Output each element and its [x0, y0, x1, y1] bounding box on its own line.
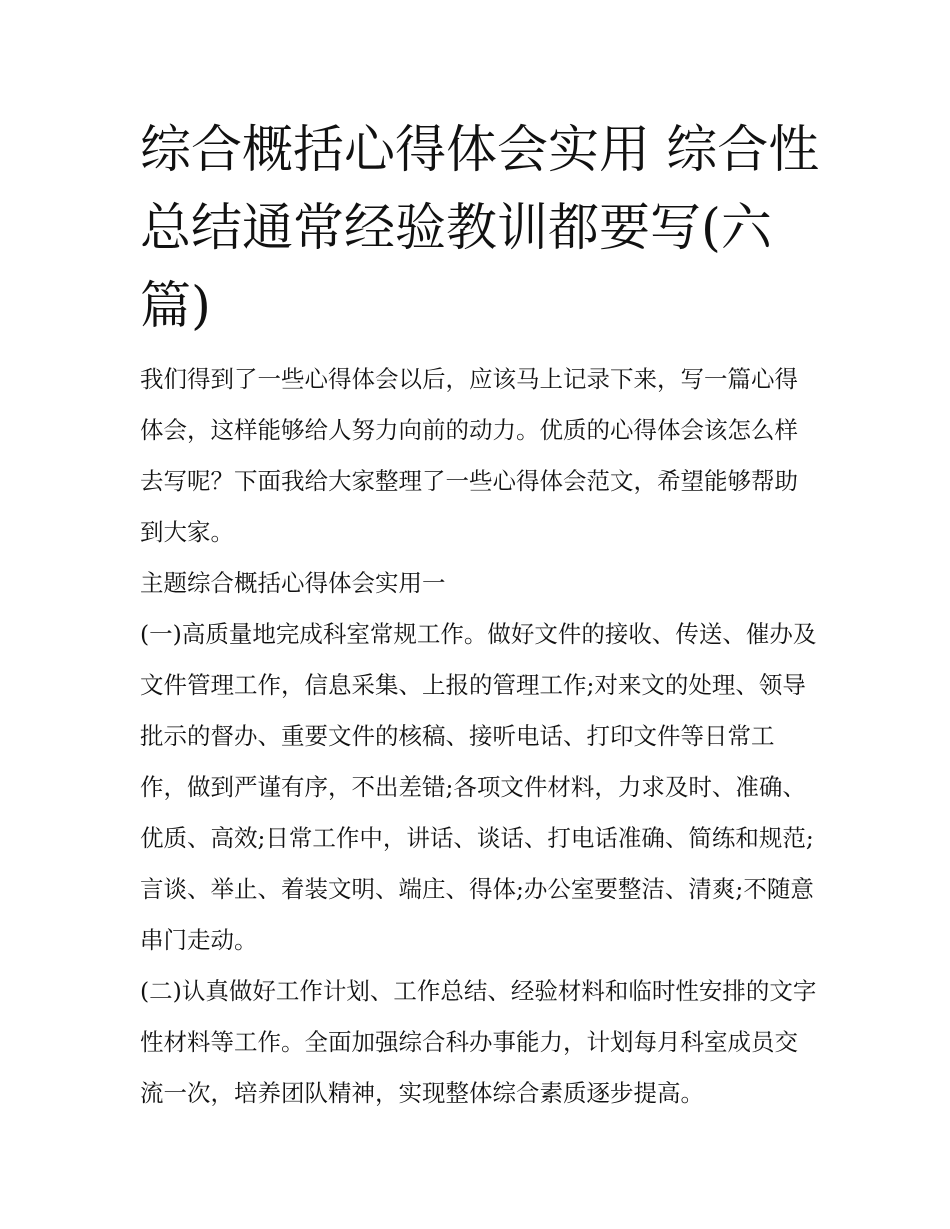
- document-body: [140, 354, 820, 1119]
- document-title: 综合概括心得体会实用 综合性总结通常经验教训都要写(六篇): [140, 121, 820, 336]
- item-two-paragraph: (二)认真做好工作计划、工作总结、经验材料和临时性安排的文字性材料等工作。全面加强综合科办事能力，计划每月科室成员交流一次，培养团队精神，实现整体综合素质逐步提高。: [140, 977, 817, 1107]
- section-heading: 主题综合概括心得体会实用一: [140, 569, 446, 597]
- intro-paragraph: 我们得到了一些心得体会以后，应该马上记录下来，写一篇心得体会，这样能够给人努力向前的动力。优质的心得体会该怎么样去写呢？下面我给大家整理了一些心得体会范文，希望能够帮助到大家。: [140, 365, 798, 546]
- item-one-paragraph: (一)高质量地完成科室常规工作。做好文件的接收、传送、催办及文件管理工作，信息采集、上报的管理工作;对来文的处理、领导批示的督办、重要文件的核稿、接听电话、打印文件等日常工作，做到严谨有序，不出差错;各项文件材料，力求及时、准确、优质、高效;日常工作中，讲话、谈话、打电话准确、简练和规范;言谈、举止、着装文明、端庄、得体;办公室要整洁、清爽;不随意串门走动。: [140, 620, 817, 954]
